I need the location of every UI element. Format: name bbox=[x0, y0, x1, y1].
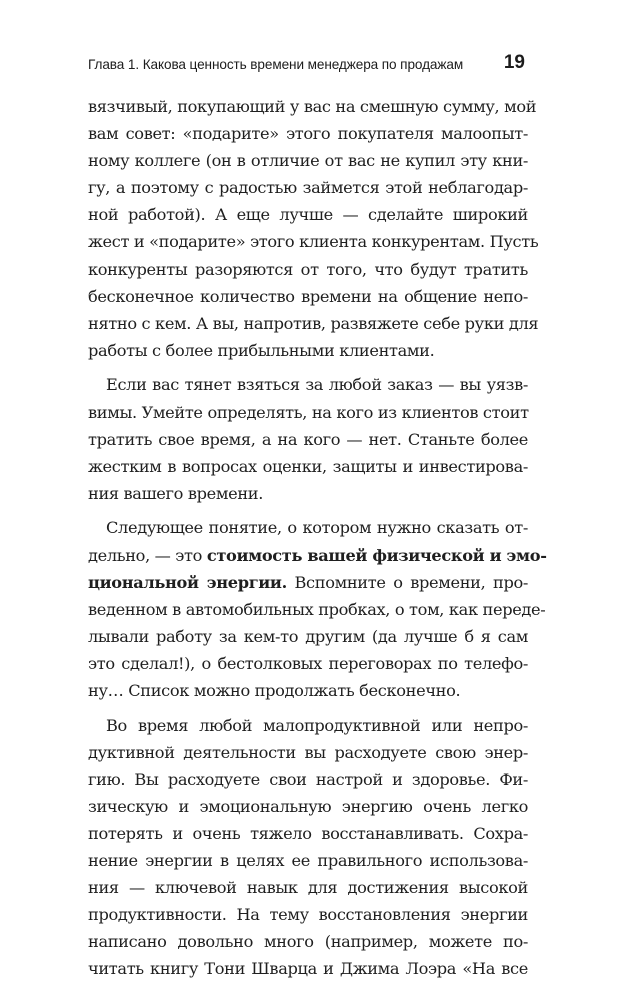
text-line: нятно с кем. А вы, напротив, развяжете себе руки для bbox=[88, 313, 539, 333]
text-line: ну… Список можно продолжать бесконечно. bbox=[88, 680, 461, 700]
text-line: работы с более прибыльными клиентами. bbox=[88, 340, 435, 360]
text-line bbox=[88, 569, 528, 596]
text-line: бесконечное количество времени на общение непо- bbox=[88, 286, 528, 306]
chapter-running-head: Глава 1. Какова ценность времени менеджера по продажам bbox=[88, 57, 464, 72]
paragraph-4 bbox=[88, 712, 528, 983]
text-line: жест и «подарите» этого клиента конкурентам. Пусть bbox=[88, 232, 539, 252]
text-line: вязчивый, покупающий у вас на смешную сумму, мой bbox=[88, 97, 537, 116]
text-line: потерять и очень тяжело восстанавливать. Сохра- bbox=[88, 823, 528, 843]
text-segment: дельно, — это bbox=[88, 545, 207, 565]
text-line: это сделал!), о бестолковых переговорах по телефо- bbox=[88, 653, 528, 673]
text-segment: Вспомните о времени, про- bbox=[286, 572, 528, 592]
text-line: гу, а поэтому с радостью займется этой неблагодар- bbox=[88, 178, 528, 198]
text-line: написано довольно много (например, можете по- bbox=[88, 932, 528, 952]
text-line: Во время любой малопродуктивной или непро- bbox=[106, 715, 528, 735]
text-line: ной работой). А еще лучше — сделайте широкий bbox=[88, 205, 528, 225]
text-line: дуктивной деятельности вы расходуете свою энер- bbox=[88, 742, 528, 762]
text-line: вам совет: «подарите» этого покупателя малоопыт- bbox=[88, 124, 528, 144]
paragraph-1 bbox=[88, 93, 539, 364]
text-line: лывали работу за кем-то другим (да лучше б я сам bbox=[88, 626, 528, 646]
text-line: ния — ключевой навык для достижения высокой bbox=[88, 878, 528, 898]
text-line: тратить свое время, а на кого — нет. Станьте более bbox=[88, 429, 528, 449]
text-line: вимы. Умейте определять, на кого из клиентов стоит bbox=[88, 402, 529, 422]
text-line: Следующее понятие, о котором нужно сказать от- bbox=[106, 518, 528, 538]
text-line: нение энергии в целях ее правильного использова- bbox=[88, 851, 528, 871]
text-line: гию. Вы расходуете свои настрой и здоровье. Фи- bbox=[88, 769, 528, 789]
paragraph-2 bbox=[88, 371, 528, 506]
body-text bbox=[88, 93, 547, 990]
text-line: жестким в вопросах оценки, защиты и инвестирова- bbox=[88, 456, 528, 476]
text-line: веденном в автомобильных пробках, о том, как переде- bbox=[88, 599, 546, 619]
text-line: конкуренты разоряются от того, что будут тратить bbox=[88, 259, 528, 279]
text-line bbox=[88, 542, 547, 569]
paragraph-3 bbox=[88, 514, 547, 704]
bold-term: циональной энергии. bbox=[88, 572, 287, 592]
text-line: ному коллеге (он в отличие от вас не купил эту кни- bbox=[88, 151, 528, 171]
page-number: 19 bbox=[503, 52, 525, 73]
text-line: Если вас тянет взяться за любой заказ — вы уязв- bbox=[106, 375, 528, 395]
bold-term: стоимость вашей физической и эмо- bbox=[206, 545, 547, 565]
text-line: продуктивности. На тему восстановления энергии bbox=[88, 905, 528, 925]
text-line: читать книгу Тони Шварца и Джима Лоэра «На все bbox=[88, 959, 528, 979]
text-line: ния вашего времени. bbox=[88, 483, 264, 503]
text-line: зическую и эмоциональную энергию очень легко bbox=[88, 796, 528, 816]
